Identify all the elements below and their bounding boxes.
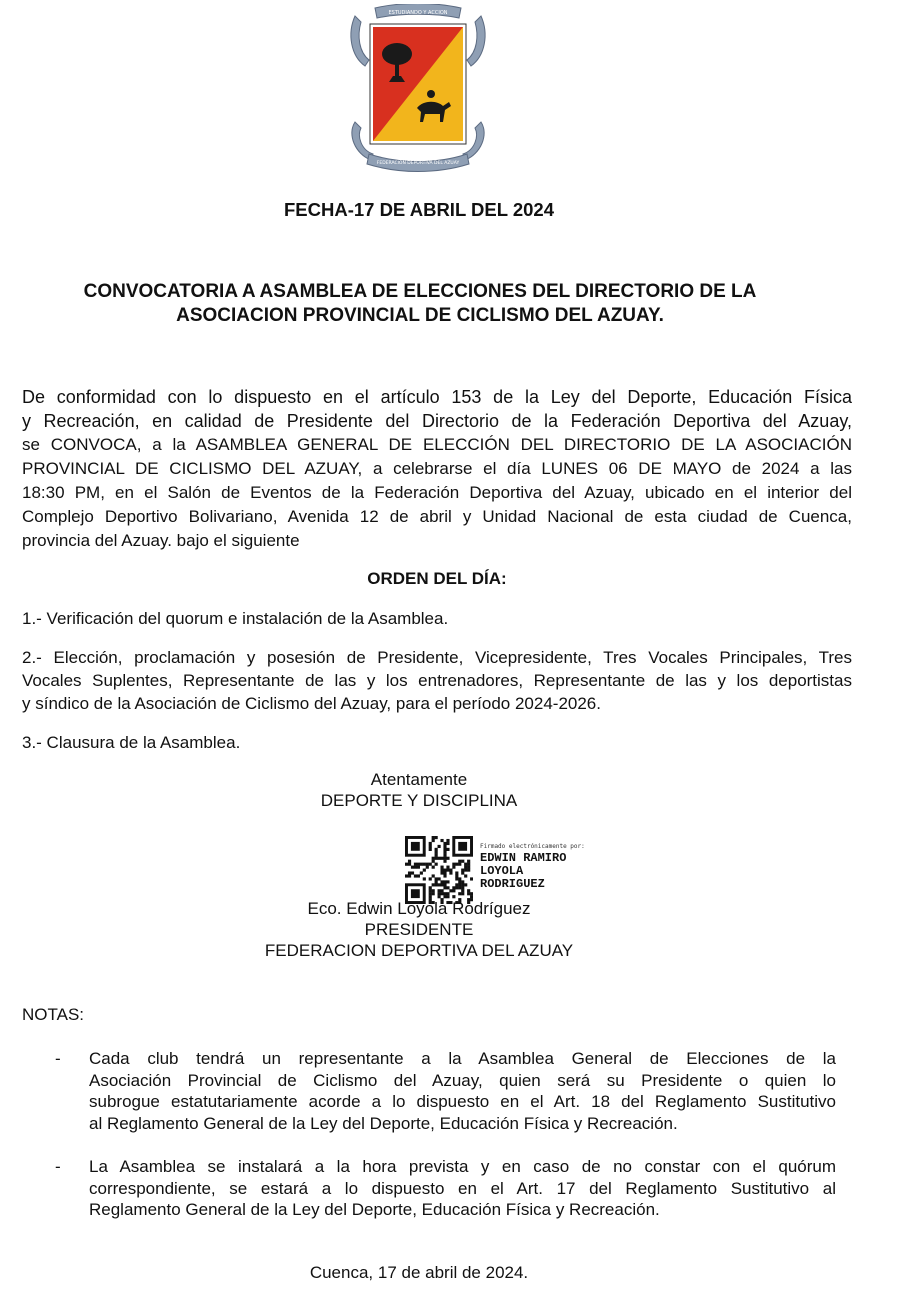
signature-qr-code	[405, 836, 473, 904]
document-date: FECHA-17 DE ABRIL DEL 2024	[283, 199, 555, 220]
signer-organization: FEDERACION DEPORTIVA DEL AZUAY	[264, 941, 574, 960]
intro-line: PROVINCIAL DE CICLISMO DEL AZUAY, a celebrarse el día LUNES 06 DE MAYO de 2024 a las	[22, 459, 852, 478]
intro-line: y Recreación, en calidad de Presidente del Directorio de la Federación Deportiva del Azuay,	[22, 411, 852, 431]
signature-name-line: RODRIGUEZ	[480, 877, 545, 891]
intro-paragraph	[22, 385, 852, 553]
signature-name	[480, 852, 566, 891]
title-line: ASOCIACION PROVINCIAL DE CICLISMO DEL AZUAY.	[176, 305, 664, 326]
note-line: al Reglamento General de la Ley del Deporte, Educación Física y Recreación.	[89, 1113, 678, 1133]
note-text	[89, 1156, 836, 1221]
title-line: CONVOCATORIA A ASAMBLEA DE ELECCIONES DEL DIRECTORIO DE LA	[83, 281, 757, 302]
agenda-item-3: 3.- Clausura de la Asamblea.	[22, 733, 241, 752]
logo-bottom-ribbon-text: FEDERACION DEPORTIVA DEL AZUAY	[376, 161, 460, 166]
footer-date: Cuenca, 17 de abril de 2024.	[309, 1263, 529, 1282]
note-line: Asociación Provincial de Ciclismo del Azuay, quien será su Presidente o quien lo	[89, 1070, 836, 1090]
document-title	[30, 280, 810, 328]
signer-block	[0, 898, 838, 961]
notes-heading: NOTAS:	[22, 1005, 85, 1024]
agenda-item-1: 1.- Verificación del quorum e instalación de la Asamblea.	[22, 609, 449, 628]
intro-line: Complejo Deportivo Bolivariano, Avenida 12 de abril y Unidad Nacional de esta ciudad de Cuenca,	[22, 507, 852, 526]
intro-line: provincia del Azuay. bajo el siguiente	[22, 531, 300, 550]
signer-role: PRESIDENTE	[364, 920, 474, 939]
intro-line: 18:30 PM, en el Salón de Eventos de la Federación Deportiva del Azuay, ubicado en el interior del	[22, 483, 852, 502]
intro-line: De conformidad con lo dispuesto en el artículo 153 de la Ley del Deporte, Educación Física	[22, 387, 852, 407]
note-line: correspondiente, se estará a lo dispuesto en el Art. 17 del Reglamento Sustitutivo al	[89, 1178, 836, 1198]
agenda-item-line: 2.- Elección, proclamación y posesión de Presidente, Vicepresidente, Tres Vocales Principales, Tres	[22, 648, 852, 667]
note-line: La Asamblea se instalará a la hora prevista y en caso de no constar con el quórum	[89, 1157, 836, 1176]
note-line: subrogue estatutariamente acorde a lo dispuesto en el Art. 18 del Reglamento Sustitutivo	[89, 1092, 836, 1111]
signer-name: Eco. Edwin Loyola Rodríguez	[307, 899, 531, 918]
note-bullet: -	[55, 1049, 61, 1068]
note-bullet: -	[55, 1157, 61, 1176]
signature-name-line: EDWIN RAMIRO	[480, 851, 567, 865]
note-line: Cada club tendrá un representante a la Asamblea General de Elecciones de la	[89, 1049, 836, 1068]
logo-top-ribbon-text: ESTUDIANDO Y ACCION	[388, 10, 448, 16]
note-line: Reglamento General de la Ley del Deporte, Educación Física y Recreación.	[89, 1200, 660, 1219]
signature-caption: Firmado electrónicamente por:	[480, 843, 585, 850]
note-text	[89, 1048, 836, 1134]
closing-motto: DEPORTE Y DISCIPLINA	[320, 791, 518, 810]
agenda-item-line: y síndico de la Asociación de Ciclismo del Azuay, para el período 2024-2026.	[22, 694, 601, 713]
federation-logo	[345, 4, 491, 176]
agenda-heading: ORDEN DEL DÍA:	[367, 569, 507, 588]
signature-name-line: LOYOLA	[480, 864, 524, 878]
agenda-item-line: Vocales Suplentes, Representante de las y los entrenadores, Representante de las y los deportistas	[22, 671, 852, 690]
intro-line: se CONVOCA, a la ASAMBLEA GENERAL DE ELECCIÓN DEL DIRECTORIO DE LA ASOCIACIÓN	[22, 435, 852, 454]
closing-salutation: Atentamente	[370, 770, 468, 789]
closing-block	[0, 769, 838, 811]
agenda-item-2	[22, 646, 852, 715]
